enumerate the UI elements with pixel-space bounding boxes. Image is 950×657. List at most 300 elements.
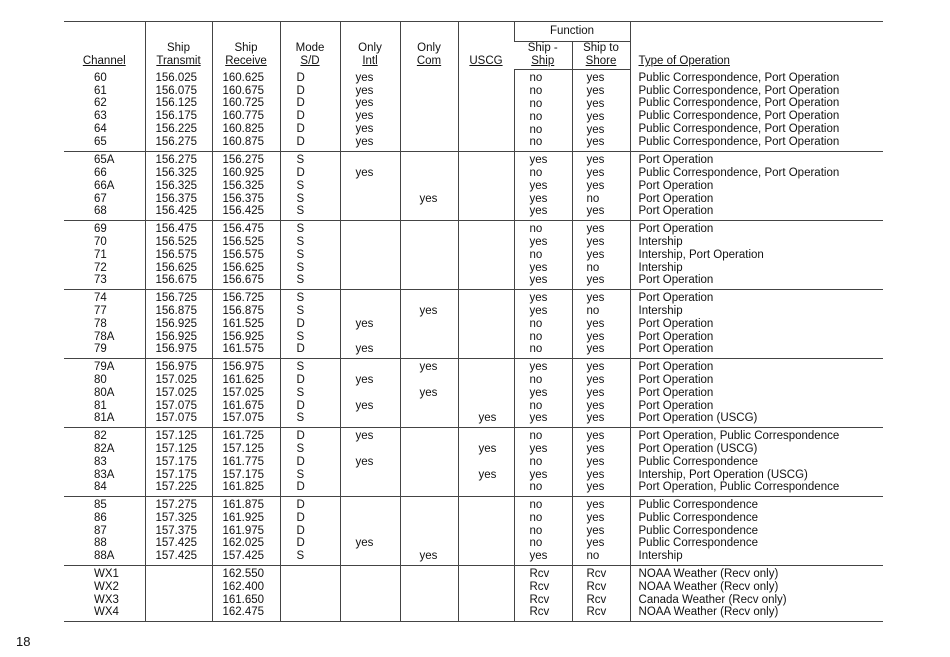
cell-ship-transmit [145, 70, 212, 152]
channel-group [64, 290, 883, 359]
table-value: Port Operation [638, 192, 714, 205]
channel-group [64, 497, 883, 566]
table-value: S [296, 235, 305, 248]
table-value [420, 456, 456, 469]
table-value: yes [355, 455, 374, 468]
cell-only-intl [340, 428, 400, 497]
table-value [356, 525, 398, 538]
cell-mode [280, 152, 340, 221]
cell-only-com [400, 152, 458, 221]
header-ship-shore: Ship to Shore [572, 41, 630, 70]
table-value [420, 499, 456, 512]
cell-ship-shore [572, 428, 630, 497]
table-value: Public Correspondence, Port Operation [638, 97, 840, 110]
table-value [479, 525, 512, 538]
header-type-of-operation: Type of Operation [630, 22, 883, 70]
table-value: D [296, 399, 305, 412]
channel-group [64, 70, 883, 152]
table-value [356, 443, 398, 456]
cell-mode [280, 566, 340, 622]
table-value [420, 568, 456, 581]
table-value: 88 [94, 537, 107, 550]
table-value: 161.575 [222, 343, 265, 356]
table-value: 156.575 [222, 248, 265, 261]
table-value: Intership [638, 235, 683, 248]
table-value: D [296, 110, 305, 123]
table-value: yes [529, 468, 548, 481]
table-value [479, 499, 512, 512]
table-value: no [529, 248, 543, 261]
table-value: 157.125 [155, 430, 198, 443]
table-value: yes [529, 361, 548, 374]
cell-ship-ship [514, 221, 572, 290]
table-value: no [529, 136, 543, 149]
cell-type-of-operation [630, 70, 883, 152]
table-value: Intership [638, 261, 683, 274]
header-only-com: Only Com [400, 22, 458, 70]
header-mode: Mode S/D [280, 22, 340, 70]
cell-ship-receive [212, 566, 280, 622]
table-value: WX4 [94, 606, 119, 619]
cell-channel [64, 70, 145, 152]
table-value: 156.925 [155, 330, 198, 343]
table-value: yes [586, 330, 605, 343]
table-value: yes [529, 292, 548, 305]
table-value: yes [586, 412, 605, 425]
table-value: 162.475 [222, 606, 265, 619]
table-value: D [296, 71, 305, 84]
table-value [297, 568, 338, 581]
cell-mode [280, 359, 340, 428]
table-value [479, 262, 512, 275]
table-value: S [296, 550, 305, 563]
cell-mode [280, 497, 340, 566]
cell-only-com [400, 221, 458, 290]
table-value: yes [586, 154, 605, 167]
table-value: 156.075 [155, 84, 198, 97]
table-value: yes [586, 524, 605, 537]
table-value [156, 606, 210, 619]
table-value: Rcv [586, 606, 607, 619]
table-value: yes [529, 154, 548, 167]
table-value: yes [355, 135, 374, 148]
table-value: 156.975 [155, 343, 198, 356]
table-value: 156.025 [155, 71, 198, 84]
table-value: 88A [94, 550, 115, 563]
table-value: 156.425 [155, 205, 198, 218]
table-value: no [529, 166, 543, 179]
table-value: yes [419, 550, 438, 563]
table-value: Port Operation [638, 373, 714, 386]
table-value: Public Correspondence, Port Operation [638, 84, 840, 97]
table-value: 69 [94, 223, 107, 236]
table-value [297, 606, 338, 619]
table-value: yes [355, 97, 374, 110]
table-value: 65 [94, 135, 107, 148]
cell-only-intl [340, 566, 400, 622]
table-value: yes [355, 343, 374, 356]
table-value: 79 [94, 343, 107, 356]
table-value [356, 469, 398, 482]
table-value: yes [419, 361, 438, 374]
cell-only-intl [340, 152, 400, 221]
table-value: S [296, 468, 305, 481]
table-value: yes [529, 205, 548, 218]
table-value: D [296, 84, 305, 97]
cell-ship-shore [572, 566, 630, 622]
table-value: S [296, 386, 305, 399]
header-ship-receive: Ship Receive [212, 22, 280, 70]
table-value [420, 110, 456, 123]
table-value: yes [529, 442, 548, 455]
cell-only-intl [340, 359, 400, 428]
table-value: yes [586, 343, 605, 356]
table-value: Public Correspondence, Port Operation [638, 71, 840, 84]
table-value: no [529, 97, 543, 110]
table-value: no [529, 317, 543, 330]
table-value: 160.875 [222, 135, 265, 148]
table-value: no [529, 399, 543, 412]
table-value: yes [586, 386, 605, 399]
table-value: 81A [94, 412, 115, 425]
table-value: yes [586, 123, 605, 136]
table-value [297, 581, 338, 594]
cell-type-of-operation [630, 566, 883, 622]
table-value: Public Correspondence [638, 455, 759, 468]
table-value: 161.825 [222, 481, 265, 494]
table-value: 157.125 [155, 442, 198, 455]
table-value: 72 [94, 261, 107, 274]
table-value: 85 [94, 499, 107, 512]
cell-uscg [458, 221, 514, 290]
table-value: Port Operation, Public Correspondence [638, 430, 840, 443]
cell-mode [280, 290, 340, 359]
table-value: 157.175 [155, 468, 198, 481]
table-value [356, 550, 398, 563]
table-value [479, 123, 512, 136]
table-value: 156.875 [222, 304, 265, 317]
table-value: yes [586, 110, 605, 123]
cell-ship-transmit [145, 152, 212, 221]
table-value: 156.625 [222, 261, 265, 274]
table-value [420, 154, 456, 167]
table-value: 157.175 [155, 455, 198, 468]
table-value: S [296, 442, 305, 455]
table-value: 160.825 [222, 123, 265, 136]
table-value: Intership, Port Operation (USCG) [638, 468, 808, 481]
table-value: Public Correspondence, Port Operation [638, 166, 840, 179]
table-value [479, 305, 512, 318]
table-value [420, 537, 456, 550]
table-value: Rcv [529, 568, 550, 581]
table-value: yes [529, 261, 548, 274]
cell-uscg [458, 428, 514, 497]
cell-ship-transmit [145, 221, 212, 290]
table-value: 80 [94, 373, 107, 386]
table-value: yes [586, 361, 605, 374]
table-value [479, 343, 512, 356]
table-value [420, 343, 456, 356]
table-value: 157.075 [155, 412, 198, 425]
cell-channel [64, 221, 145, 290]
table-value [356, 193, 398, 206]
channel-group [64, 152, 883, 221]
table-value: Public Correspondence [638, 537, 759, 550]
table-value: 156.925 [222, 330, 265, 343]
table-value: 84 [94, 481, 107, 494]
table-value [479, 249, 512, 262]
table-value: 156.275 [222, 154, 265, 167]
table-value: 162.025 [222, 537, 265, 550]
cell-only-com [400, 428, 458, 497]
table-value: S [296, 330, 305, 343]
table-value [420, 262, 456, 275]
table-value: 156.275 [155, 135, 198, 148]
table-value [420, 123, 456, 136]
table-value: S [296, 412, 305, 425]
table-value [420, 72, 456, 85]
table-value: D [296, 166, 305, 179]
table-value: yes [586, 468, 605, 481]
cell-uscg [458, 290, 514, 359]
table-value [156, 581, 210, 594]
table-value: 161.925 [222, 511, 265, 524]
table-value: 156.225 [155, 123, 198, 136]
table-value: 161.725 [222, 430, 265, 443]
cell-ship-transmit [145, 497, 212, 566]
table-value: NOAA Weather (Recv only) [638, 568, 779, 581]
table-value: Intership [638, 304, 683, 317]
cell-uscg [458, 152, 514, 221]
table-value [420, 136, 456, 149]
table-value [297, 594, 338, 607]
table-value: yes [586, 399, 605, 412]
channel-group [64, 221, 883, 290]
table-value: 74 [94, 292, 107, 305]
table-value [420, 223, 456, 236]
cell-ship-receive [212, 221, 280, 290]
table-value: 66A [94, 179, 115, 192]
table-value [420, 412, 456, 425]
table-value: Public Correspondence, Port Operation [638, 123, 840, 136]
header-uscg: USCG [458, 22, 514, 70]
table-value: Rcv [586, 580, 607, 593]
table-value: 156.325 [155, 179, 198, 192]
table-value: 161.875 [222, 499, 265, 512]
table-value: yes [419, 192, 438, 205]
table-value: Port Operation, Public Correspondence [638, 481, 840, 494]
table-value: 60 [94, 71, 107, 84]
cell-ship-shore [572, 359, 630, 428]
cell-uscg [458, 359, 514, 428]
table-value [479, 512, 512, 525]
table-value: D [296, 499, 305, 512]
table-value: Port Operation [638, 223, 714, 236]
table-value: yes [586, 205, 605, 218]
table-value [479, 537, 512, 550]
table-value: no [529, 110, 543, 123]
table-value: Public Correspondence [638, 499, 759, 512]
table-value: yes [586, 179, 605, 192]
page-number: 18 [16, 634, 31, 649]
table-value: 157.275 [155, 499, 198, 512]
table-value: 157.025 [222, 386, 265, 399]
table-value [479, 292, 512, 305]
table-value: Rcv [529, 580, 550, 593]
table-value: yes [529, 412, 548, 425]
table-value [420, 249, 456, 262]
table-value: no [529, 537, 543, 550]
cell-channel [64, 359, 145, 428]
table-value: Public Correspondence [638, 524, 759, 537]
table-value: yes [586, 166, 605, 179]
table-value [356, 205, 398, 218]
cell-uscg [458, 566, 514, 622]
table-value [420, 318, 456, 331]
table-value: 86 [94, 511, 107, 524]
table-value: yes [355, 110, 374, 123]
table-value: S [296, 261, 305, 274]
table-value [479, 387, 512, 400]
table-value: S [296, 361, 305, 374]
table-value: D [296, 123, 305, 136]
cell-ship-receive [212, 70, 280, 152]
table-value [479, 110, 512, 123]
table-value: 160.625 [222, 71, 265, 84]
table-value [356, 331, 398, 344]
table-value: Intership, Port Operation [638, 248, 764, 261]
table-value: 160.725 [222, 97, 265, 110]
table-value [420, 205, 456, 218]
table-value [356, 154, 398, 167]
table-value [356, 594, 398, 607]
table-value: 87 [94, 524, 107, 537]
table-value: 161.650 [222, 593, 265, 606]
cell-channel [64, 428, 145, 497]
table-value: 157.425 [155, 550, 198, 563]
table-value [479, 167, 512, 180]
table-value [479, 581, 512, 594]
cell-type-of-operation [630, 290, 883, 359]
table-value [479, 236, 512, 249]
table-value: no [529, 223, 543, 236]
table-value [356, 305, 398, 318]
cell-only-com [400, 497, 458, 566]
table-value: D [296, 135, 305, 148]
table-value: Port Operation [638, 154, 714, 167]
table-value: yes [529, 550, 548, 563]
table-value: S [296, 154, 305, 167]
table-value: yes [355, 71, 374, 84]
table-value [356, 249, 398, 262]
table-value [479, 606, 512, 619]
cell-ship-shore [572, 152, 630, 221]
table-value: 67 [94, 192, 107, 205]
table-value: no [586, 261, 600, 274]
table-value: WX2 [94, 580, 119, 593]
table-value: Public Correspondence [638, 511, 759, 524]
table-value: yes [355, 399, 374, 412]
table-value [479, 97, 512, 110]
table-value: yes [478, 468, 497, 481]
cell-ship-transmit [145, 566, 212, 622]
cell-ship-shore [572, 70, 630, 152]
table-value: 157.425 [222, 550, 265, 563]
table-value [479, 193, 512, 206]
table-value: 157.075 [155, 399, 198, 412]
cell-ship-transmit [145, 290, 212, 359]
table-value [356, 568, 398, 581]
table-value: yes [355, 166, 374, 179]
table-value: yes [355, 373, 374, 386]
table-value: yes [586, 442, 605, 455]
table-value: no [529, 524, 543, 537]
cell-mode [280, 70, 340, 152]
table-value [156, 568, 210, 581]
table-value [420, 97, 456, 110]
cell-ship-ship [514, 290, 572, 359]
cell-ship-receive [212, 359, 280, 428]
table-value: no [529, 373, 543, 386]
table-value [420, 443, 456, 456]
table-value [479, 318, 512, 331]
table-value: Port Operation [638, 317, 714, 330]
table-value [356, 262, 398, 275]
channel-table [64, 22, 883, 622]
cell-ship-ship [514, 152, 572, 221]
table-value: 156.725 [222, 292, 265, 305]
cell-type-of-operation [630, 152, 883, 221]
table-value: Port Operation [638, 292, 714, 305]
table-value: Port Operation [638, 399, 714, 412]
table-value: 156.175 [155, 110, 198, 123]
cell-only-intl [340, 290, 400, 359]
cell-ship-receive [212, 497, 280, 566]
table-value [479, 594, 512, 607]
table-value: 64 [94, 123, 107, 136]
table-value: yes [586, 373, 605, 386]
cell-type-of-operation [630, 221, 883, 290]
table-value: yes [586, 430, 605, 443]
table-value: 156.325 [155, 166, 198, 179]
table-value [356, 481, 398, 494]
table-value: 82A [94, 442, 115, 455]
table-value: yes [586, 97, 605, 110]
table-value: 157.125 [222, 442, 265, 455]
table-value: 156.925 [155, 317, 198, 330]
table-value: Rcv [529, 606, 550, 619]
table-value: 71 [94, 248, 107, 261]
table-value: 156.125 [155, 97, 198, 110]
table-value: no [529, 455, 543, 468]
table-value: no [586, 192, 600, 205]
table-value: yes [586, 481, 605, 494]
table-value: 156.375 [222, 192, 265, 205]
header-channel: Channel [82, 55, 126, 68]
table-value: Port Operation [638, 386, 714, 399]
table-value: S [296, 179, 305, 192]
table-value [356, 387, 398, 400]
table-value [479, 550, 512, 563]
table-value [479, 223, 512, 236]
table-value [479, 331, 512, 344]
table-value [356, 361, 398, 374]
table-value: no [586, 550, 600, 563]
table-value [420, 180, 456, 193]
table-value [479, 205, 512, 218]
table-value [356, 223, 398, 236]
cell-ship-transmit [145, 428, 212, 497]
